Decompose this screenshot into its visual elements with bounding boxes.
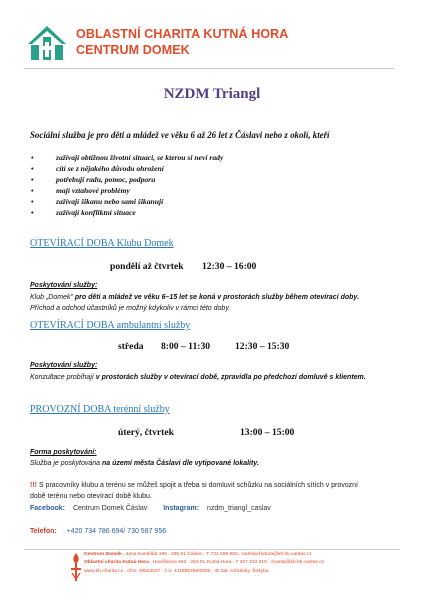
footer-contacts	[84, 551, 324, 576]
ambulant-description	[30, 372, 410, 383]
bullet-icon: •	[31, 153, 34, 162]
footer-line-3: www.kh.charita.cz . IČO: 49543547 . č.ú: 441888359/0800 . ID dat. schránky: ft34yba	[84, 568, 269, 574]
footer-line-1	[84, 551, 324, 559]
charita-logo-icon	[24, 22, 70, 62]
field-heading-bold: PROVOZNÍ DOBA	[30, 404, 111, 415]
ambulant-time-afternoon: 12:30 – 15:30	[235, 341, 290, 352]
list-item	[30, 152, 223, 163]
field-days: úterý, čtvrtek	[118, 427, 174, 438]
list-item	[30, 196, 223, 207]
phone-number[interactable]: +420 734 786 694/ 730 587 956	[66, 528, 167, 535]
field-heading-rest: terénní služby	[110, 404, 170, 415]
phone-row	[30, 528, 166, 535]
footer-line-2	[84, 559, 324, 567]
social-links	[30, 505, 271, 512]
facebook-link[interactable]: Centrum Domek Čáslav	[72, 505, 148, 512]
phone-label: Telefon:	[30, 528, 57, 535]
club-heading-rest: Klubu Domek	[114, 238, 174, 249]
club-desc-b: pro děti a mládež ve věku 6–15 let se koná v prostorách služby během otevírací doby.	[74, 294, 360, 301]
ambulant-time-morning: 8:00 – 11:30	[161, 341, 211, 352]
field-desc-b: na území města Čáslavi dle vytipované lokality.	[102, 460, 259, 467]
footer-org-name: Oblastní charita Kutná Hora	[84, 560, 149, 566]
list-item	[30, 163, 223, 174]
list-item-text: zažívají šikanu nebo sami šikanují	[56, 197, 164, 207]
header-divider	[24, 68, 394, 69]
club-time: 12:30 – 16:00	[202, 261, 257, 272]
page-title: NZDM Triangl	[163, 86, 261, 102]
field-form-label: Forma poskytování:	[30, 449, 97, 456]
organization-name	[76, 26, 288, 58]
note-line-2: době terénu nebo otevírací době klubu.	[30, 493, 152, 500]
list-item	[30, 185, 223, 196]
ambulant-desc-b: v prostorách služby v otevírací době, zpravidla po předchozí domluvě s klientem.	[95, 374, 366, 381]
bullet-icon: •	[31, 197, 34, 207]
club-days: pondělí až čtvrtek	[110, 261, 184, 272]
bullet-icon: •	[31, 186, 34, 196]
bullet-icon: •	[31, 164, 34, 174]
instagram-link[interactable]: nzdm_triangl_caslav	[206, 505, 271, 512]
social-note	[30, 480, 410, 502]
footer-divider	[24, 549, 400, 550]
club-desc-2: Příchod a odchod účastníků je možný kdykoliv v rámci této doby.	[30, 305, 231, 312]
club-service-label: Poskytování služby:	[30, 282, 98, 289]
footer-org-details: . Havlíčkova 463 . 284 01 Kutná Hora . T 327 313 310 . charita@kh.hk.caritas.cz	[148, 560, 325, 566]
list-item-text: mají vztahové problémy	[56, 186, 130, 196]
org-line-1: OBLASTNÍ CHARITA KUTNÁ HORA	[76, 27, 289, 41]
ambulant-hours-heading	[30, 320, 190, 331]
ambulant-day: středa	[118, 341, 144, 352]
bullet-icon: •	[31, 175, 34, 185]
list-item	[30, 207, 223, 218]
ambulant-service-label: Poskytování služby:	[30, 362, 98, 369]
list-item-text: cítí se z nějakého důvodu ohrožení	[56, 164, 164, 174]
target-group-list	[30, 152, 223, 219]
intro-text: Sociální služba je pro děti a mládež ve věku 6 až 26 let z Čáslavi nebo z okolí, kteří	[30, 130, 330, 140]
ambulant-desc-a: Konzultace probíhají	[30, 374, 96, 381]
facebook-label: Facebook:	[30, 505, 66, 512]
instagram-label: Instagram:	[163, 505, 200, 512]
field-desc-a: Služba je poskytována	[30, 460, 102, 467]
footer-center-details: . Jana Karafiáta 199 . 286 01 Čáslav . T 731 598 983 . radmila.fedora@kh.hk.caritas.cz	[121, 552, 312, 557]
exclamation-marks: !!!	[30, 482, 37, 489]
field-description	[30, 458, 410, 469]
ambulant-heading-bold: OTEVÍRACÍ DOBA	[30, 320, 115, 331]
list-item-text: zažívají konfliktní situace	[56, 208, 136, 218]
note-line-1: S pracovníky klubu a terénu se můžeš spojit a třeba si domluvit schůzku na sociálních sítích v provozní	[37, 482, 358, 489]
field-hours-heading	[30, 404, 170, 415]
club-heading-bold: OTEVÍRACÍ DOBA	[30, 238, 115, 249]
club-description	[30, 292, 410, 314]
club-hours-heading	[30, 238, 174, 249]
list-item-text: potřebují radu, pomoc, podporu	[56, 175, 156, 185]
charita-cross-icon	[70, 551, 82, 585]
ambulant-heading-rest: ambulantní služby	[114, 320, 191, 331]
club-desc-a: Klub „Domek"	[30, 294, 75, 301]
org-line-2: CENTRUM DOMEK	[76, 43, 190, 57]
list-item-suffix: rady	[209, 153, 224, 162]
bullet-icon: •	[31, 208, 34, 218]
footer-center-name: Centrum Domek	[84, 552, 122, 557]
list-item-text: zažívají obtížnou životní situaci, se kterou si neví	[56, 153, 208, 162]
header	[24, 22, 288, 62]
field-time: 13:00 – 15:00	[240, 427, 295, 438]
list-item	[30, 174, 223, 185]
